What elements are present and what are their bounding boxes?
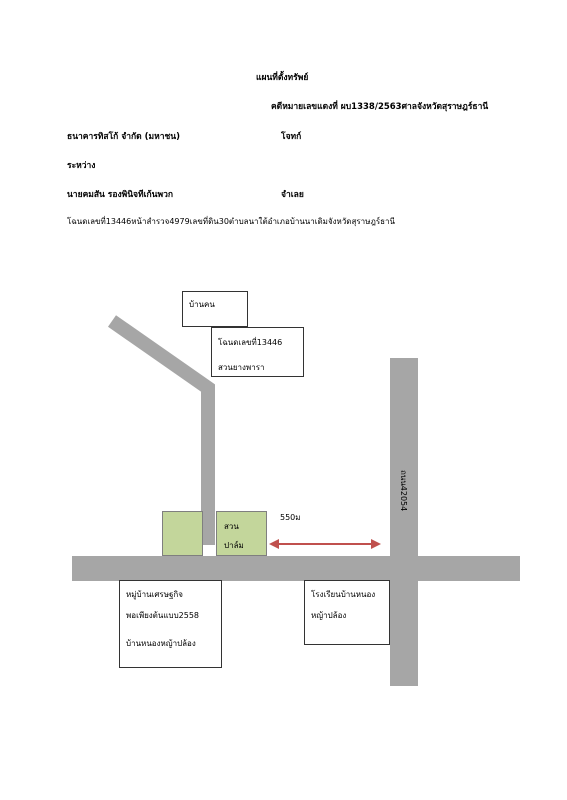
road-42054-label: ถนน42054 xyxy=(399,470,408,512)
plaintiff-name: ธนาคารทิสโก้ จำกัด (มหาชน) xyxy=(67,132,180,142)
distance-label: 550ม xyxy=(280,513,301,522)
village-line2: พอเพียงต้นแบบ2558 xyxy=(126,611,200,620)
case-number: คดีหมายเลขแดงที่ ผบ1338/2563ศาลจังหวัดสุราษฎร์ธานี xyxy=(271,102,489,112)
school-line1: โรงเรียนบ้านหนอง xyxy=(311,590,376,599)
map-title: แผนที่ตั้งทรัพย์ xyxy=(256,73,309,83)
village-line1: หมู่บ้านเศรษฐกิจ xyxy=(126,590,183,599)
deed-box-line1: โฉนดเลขที่13446 xyxy=(218,338,283,347)
deed-description: โฉนดเลขที่13446หน้าสำรวจ4979เลขที่ดิน30ตำบลนาใต้อำเภอบ้านนาเดิมจังหวัดสุราษฎร์ธานี xyxy=(67,217,395,226)
school-line2: หญ้าปล้อง xyxy=(311,611,347,620)
palm-label-line2: ปาล์ม xyxy=(224,541,244,550)
between-label: ระหว่าง xyxy=(67,161,96,171)
defendant-role: จำเลย xyxy=(281,190,304,200)
palm-label-line1: สวน xyxy=(224,522,239,531)
school-box xyxy=(304,580,390,645)
defendant-name: นายคมสัน รองพินิจทีเก้นพวก xyxy=(67,190,174,200)
house-label: บ้านคน xyxy=(189,300,215,309)
plaintiff-role: โจทก์ xyxy=(281,132,302,142)
deed-box-line2: สวนยางพารา xyxy=(218,363,265,372)
village-line3: บ้านหนองหญ้าปล้อง xyxy=(126,639,196,648)
village-box xyxy=(119,580,222,668)
